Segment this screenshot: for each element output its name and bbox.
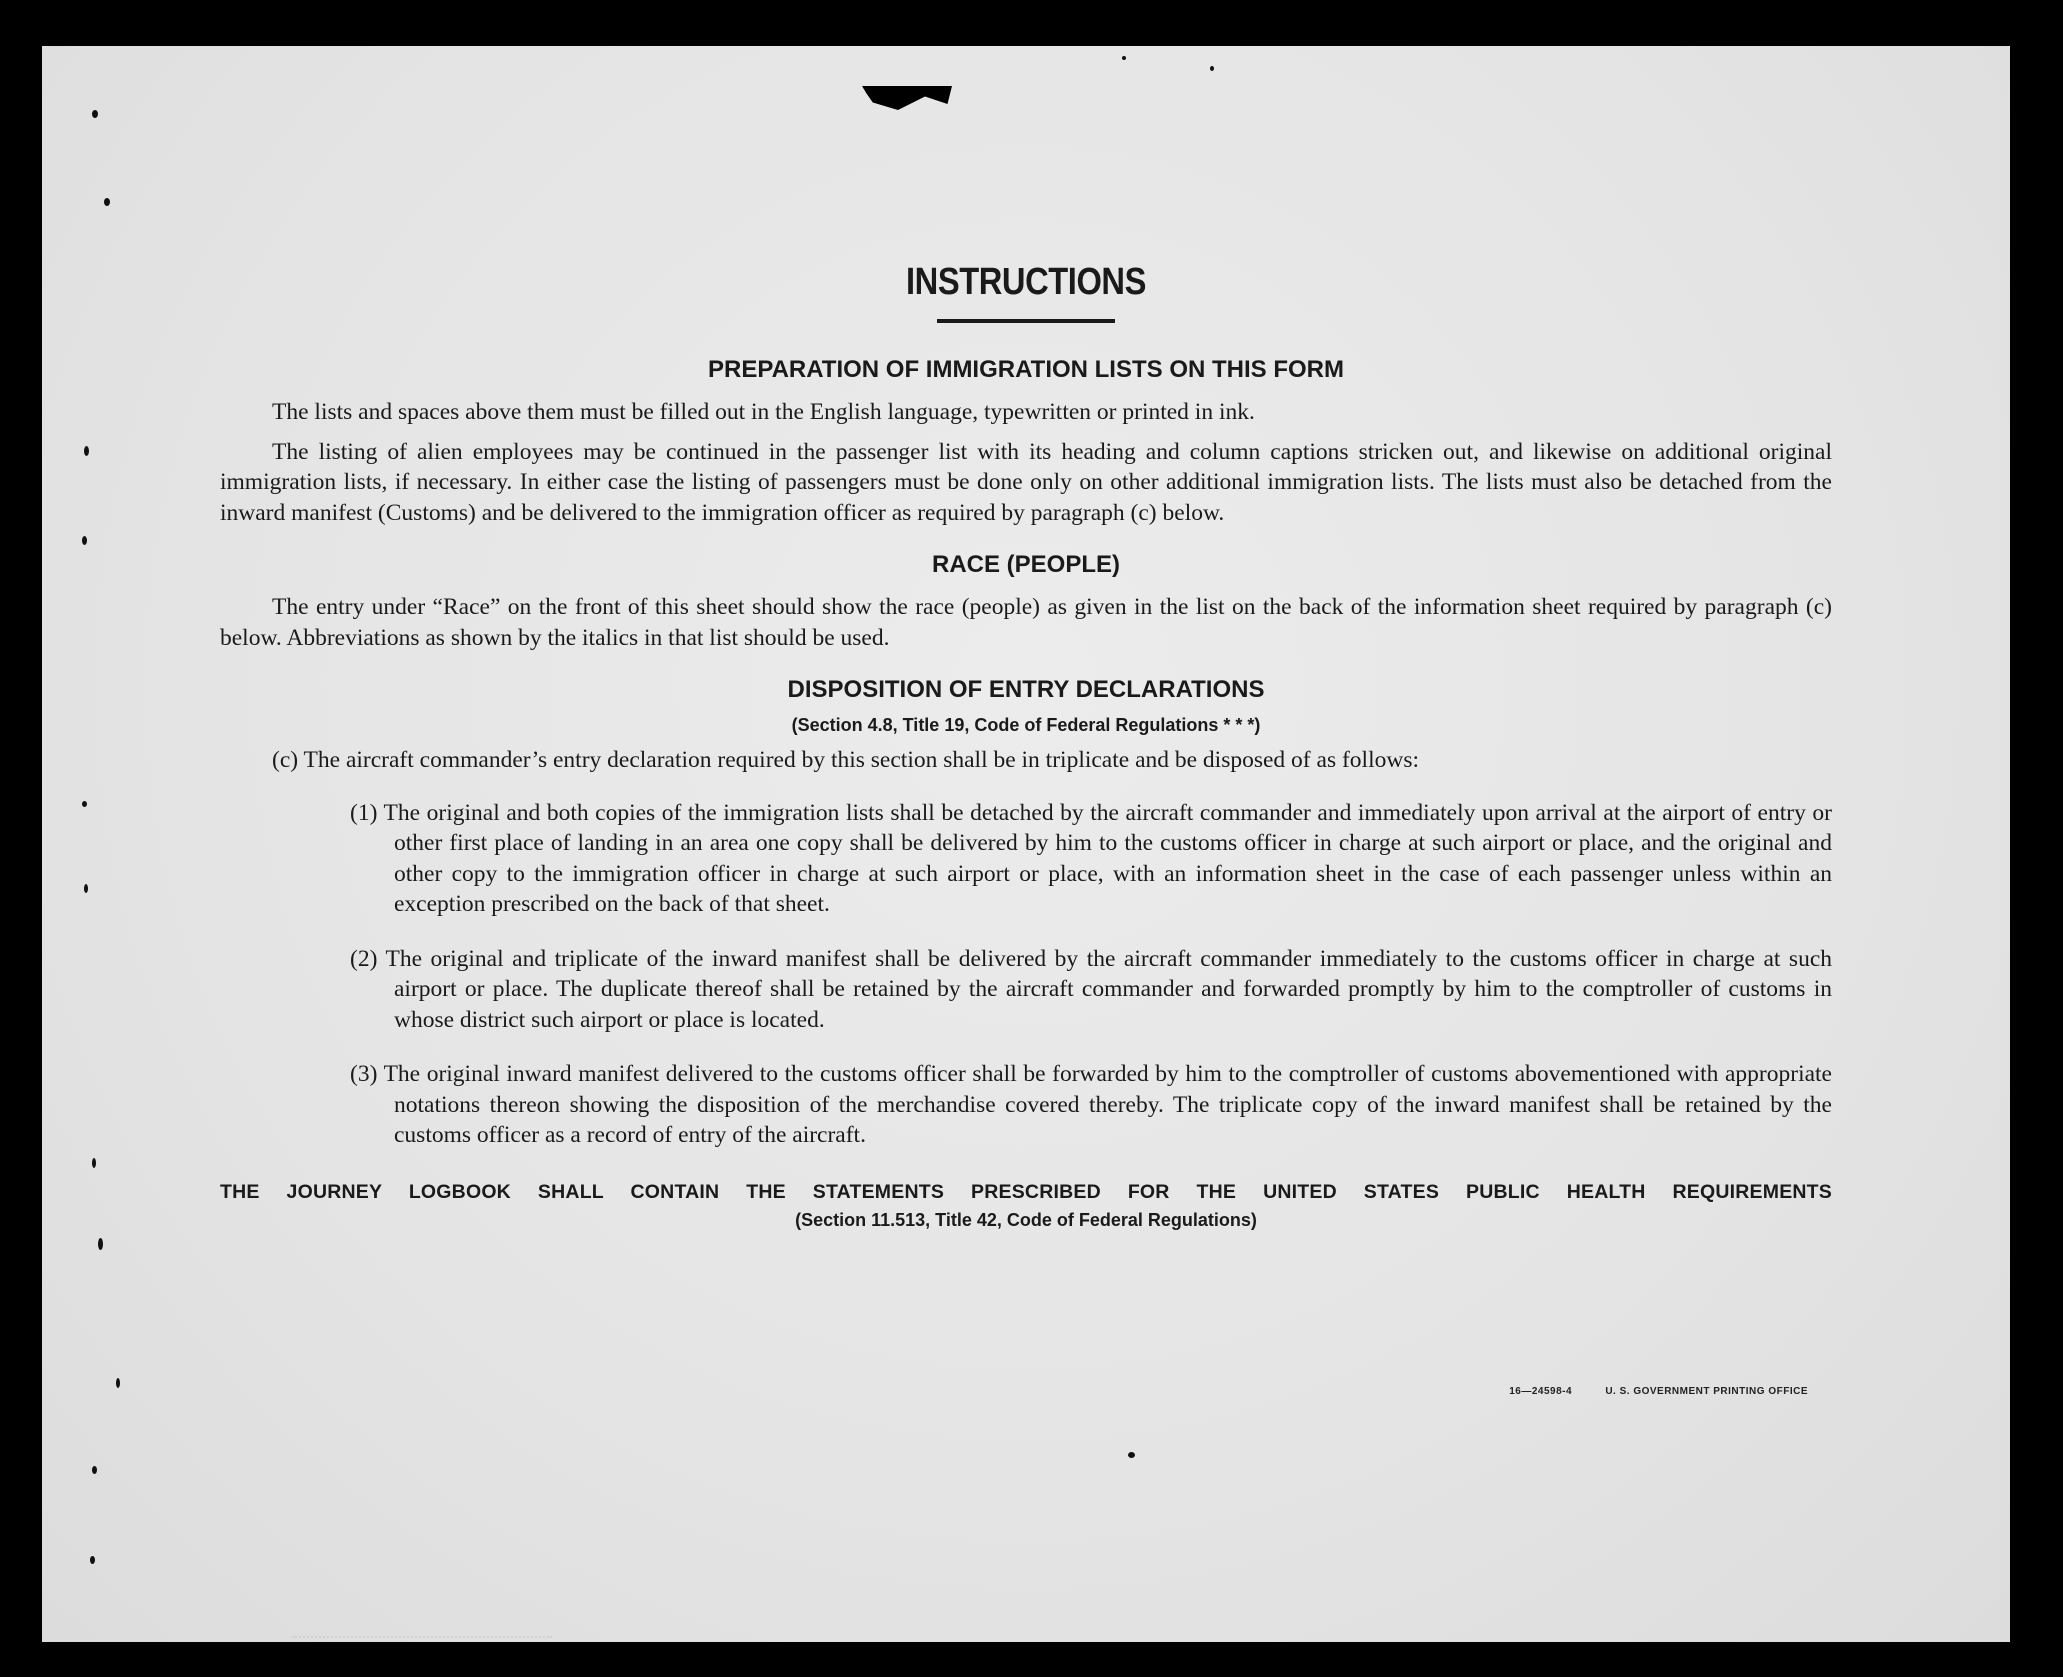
disposition-item-3: (3) The original inward manifest delivered to the customs officer shall be forwarded by him to the comptroller of customs abovementioned with appropriate notations thereon showing the disposition of the merchandise covered thereby. The triplicate copy of the inward manifest shall be retained by the customs officer as a record of entry of the aircraft. [350,1061,1832,1148]
margin-speck [98,1238,103,1250]
section-heading-preparation: PREPARATION OF IMMIGRATION LISTS ON THIS FORM [708,356,1344,383]
instructions-document [220,255,1832,1233]
printer-imprint [1509,1386,1808,1397]
section-heading-race: RACE (PEOPLE) [931,551,1120,578]
torn-edge [862,86,952,116]
disposition-item-2: (2) The original and triplicate of the inward manifest shall be delivered by the aircraft commander immediately to the customs officer in charge at such airport or place. The duplicate thereof shall be retained by the aircraft commander and forwarded promptly by him to the comptroller of customs in whose district such airport or place is located. [350,945,1832,1033]
logbook-citation: (Section 11.513, Title 42, Code of Federal Regulations) [795,1209,1257,1230]
logbook-statement: THE JOURNEY LOGBOOK SHALL CONTAIN THE STATEMENTS PRESCRIBED FOR THE UNITED STATES PUBLIC HEALTH REQUIREMENTS [220,1180,1832,1203]
margin-speck [92,1466,97,1474]
form-number: 16—24598-4 [1509,1386,1573,1397]
margin-speck [92,1158,96,1168]
margin-speck [84,446,89,456]
disposition-item-1: (1) The original and both copies of the immigration lists shall be detached by the aircraft commander and immediately upon arrival at the airport of entry or other first place of landing in an area one copy shall be delivered by him to the customs officer in charge at such airport or place, and the original and other copy to the immigration officer in charge at such airport or place, with an information sheet in the case of each passenger unless within an exception prescribed on the back of that sheet. [350,799,1832,917]
margin-speck [84,884,88,893]
disposition-citation: (Section 4.8, Title 19, Code of Federal Regulations * * *) [791,715,1261,735]
preparation-paragraph-1: The lists and spaces above them must be filled out in the English language, typewritten or printed in ink. [272,399,1255,425]
disposition-intro: (c) The aircraft commander’s entry declaration required by this section shall be in triplicate and be disposed of as follows: [272,747,1419,773]
race-paragraph: The entry under “Race” on the front of this sheet should show the race (people) as given in the list on the back of the information sheet required by paragraph (c) below. Abbreviations as shown by the italics in that list should be used. [220,594,1832,651]
margin-speck [82,536,87,545]
margin-speck [1128,1452,1135,1458]
faint-handwriting [292,1576,552,1638]
preparation-paragraph-2: The listing of alien employees may be continued in the passenger list with its heading and column captions stricken out, and likewise on additional original immigration lists, if necessary. In either case the listing of passengers must be done only on other additional immigration lists. The lists must also be detached from the inward manifest (Customs) and be delivered to the immigration officer as required by paragraph (c) below. [220,438,1832,526]
margin-speck [92,110,98,118]
margin-speck [90,1556,95,1564]
margin-speck [1210,66,1214,71]
section-heading-disposition: DISPOSITION OF ENTRY DECLARATIONS [787,676,1265,703]
margin-speck [116,1378,120,1388]
margin-speck [82,801,87,807]
title-underline [937,319,1115,323]
printer-name: U. S. GOVERNMENT PRINTING OFFICE [1605,1386,1808,1397]
page-title: INSTRUCTIONS [906,261,1146,303]
margin-speck [1122,56,1126,60]
margin-speck [104,198,110,206]
